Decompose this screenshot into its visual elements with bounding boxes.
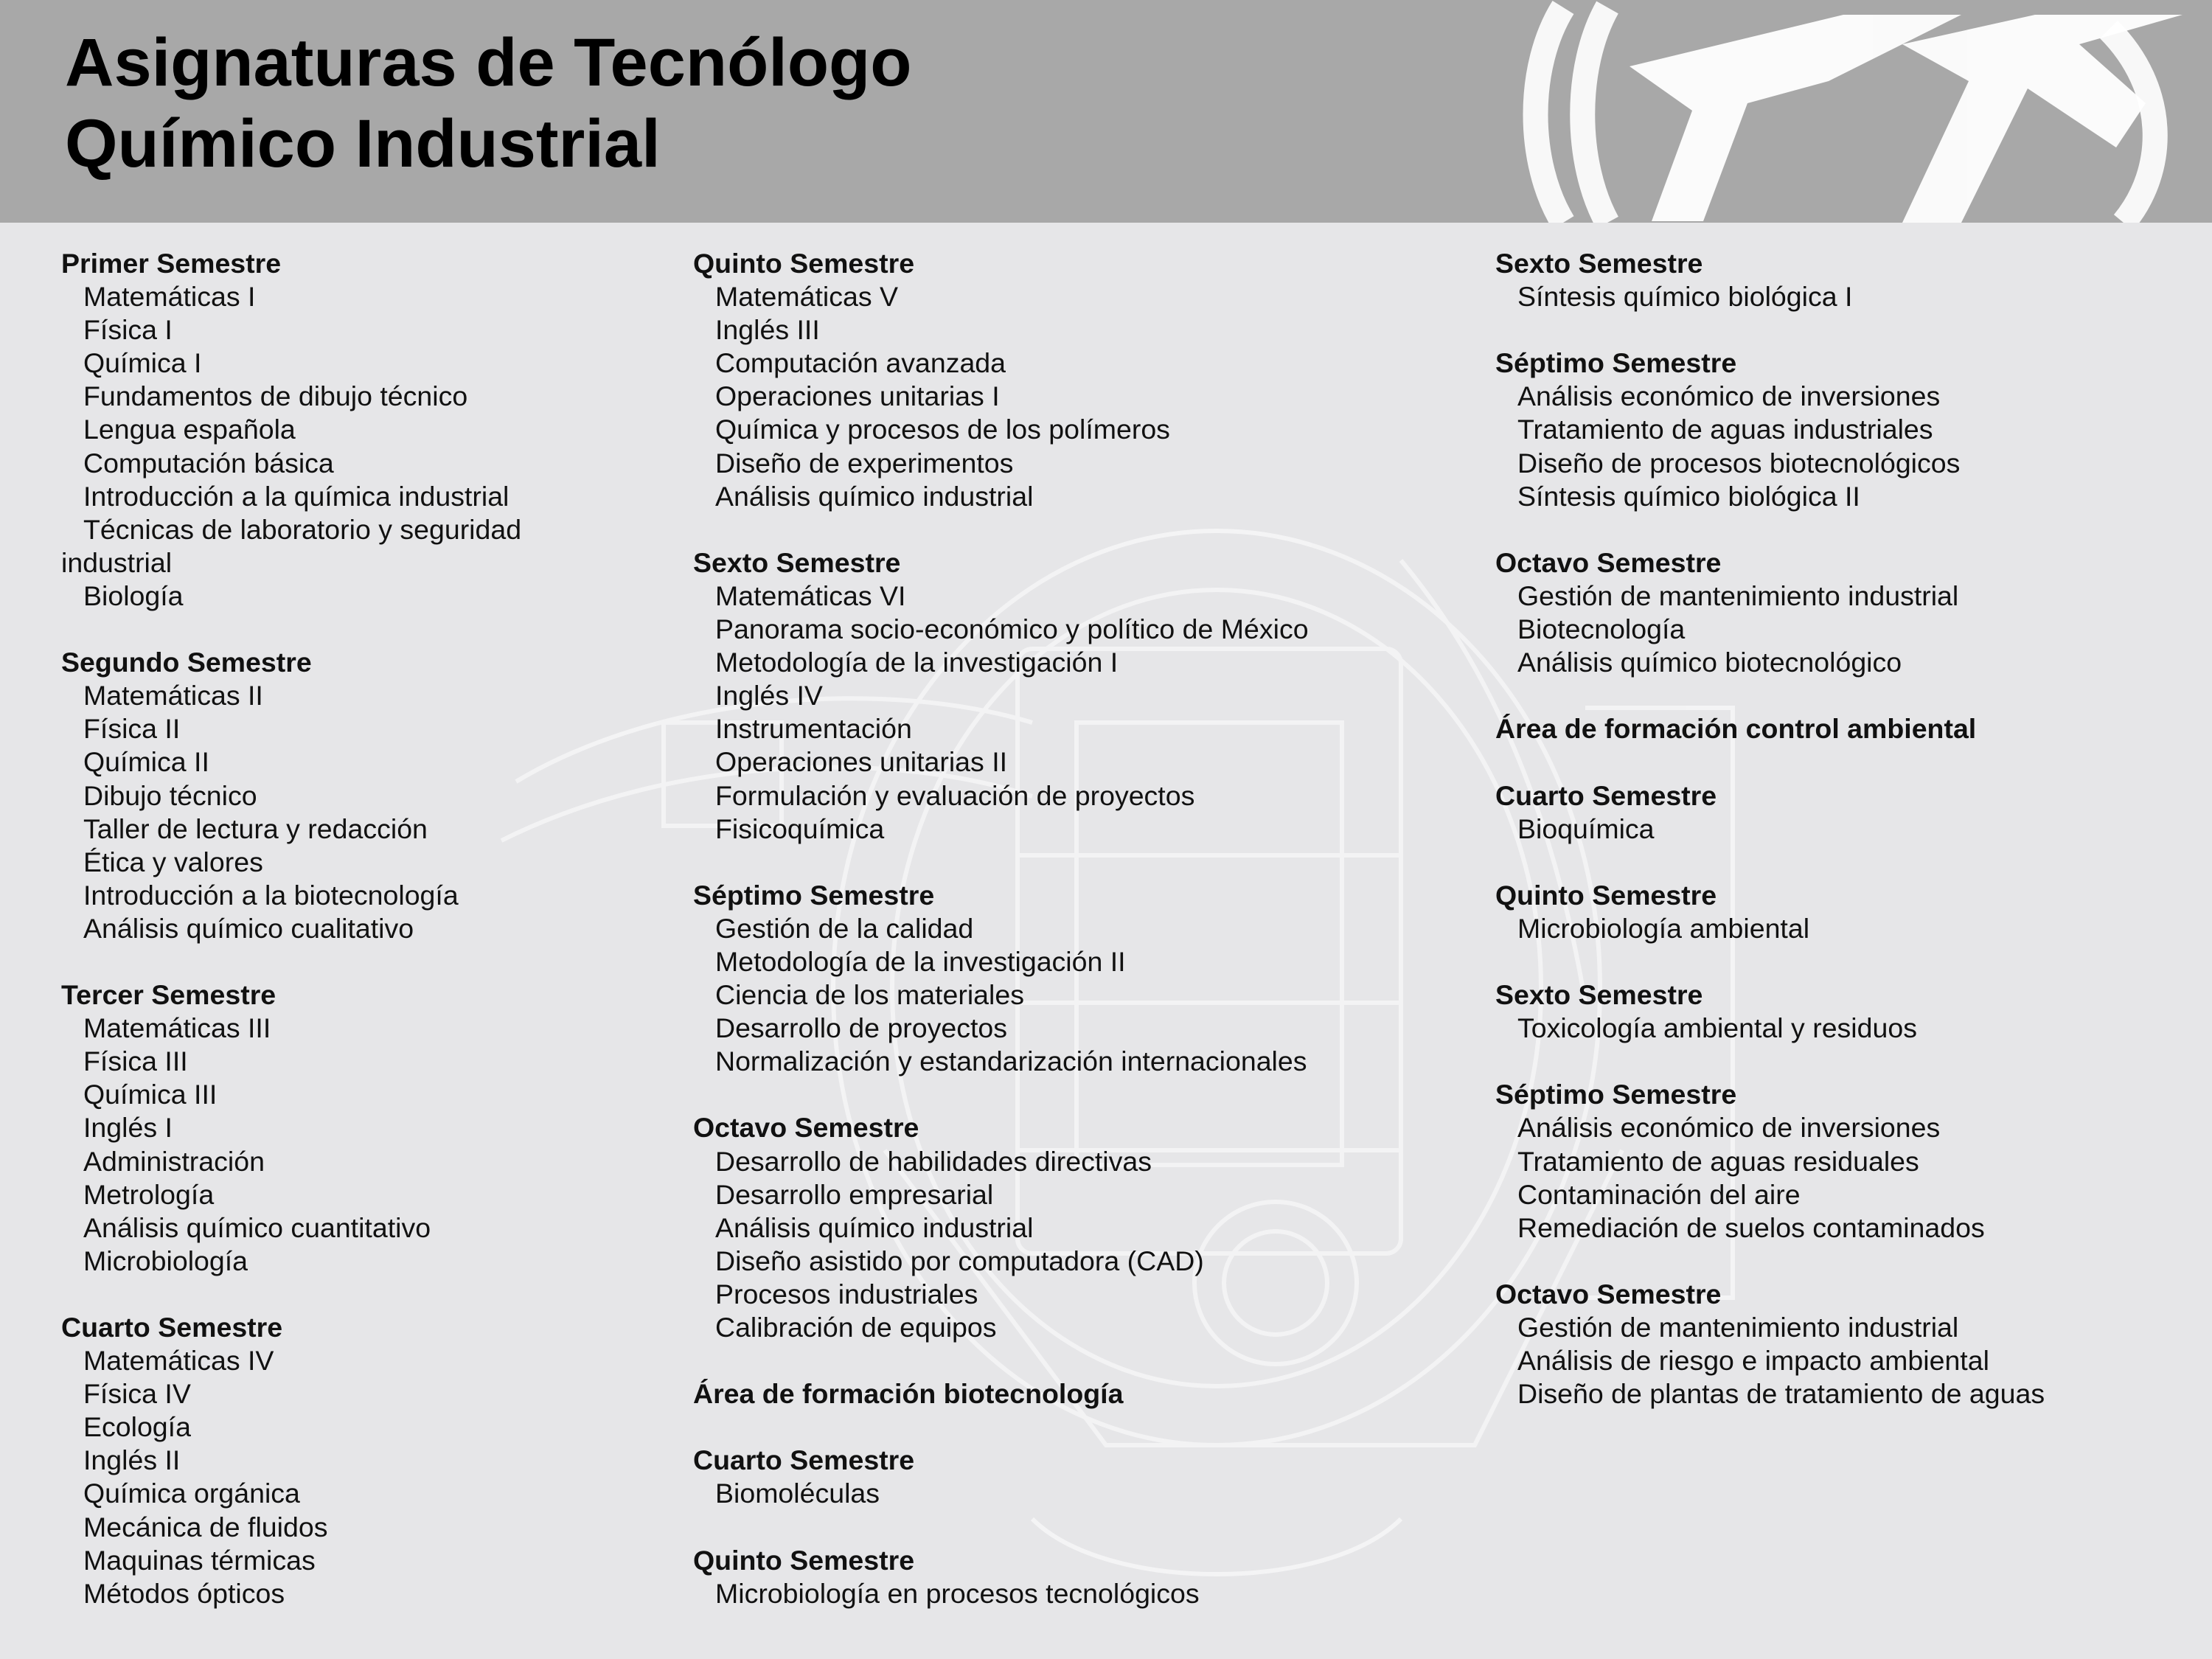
semester-section	[1495, 347, 2203, 512]
course-item: Diseño asistido por computadora (CAD)	[715, 1245, 1204, 1276]
section-title: Octavo Semestre	[1495, 546, 1722, 578]
course-item: Inglés II	[83, 1444, 181, 1476]
course-item: Tratamiento de aguas residuales	[1517, 1145, 1919, 1177]
section-title: Cuarto Semestre	[693, 1444, 915, 1476]
course-item: Física II	[83, 713, 181, 745]
course-item: Remediación de suelos contaminados	[1517, 1211, 1985, 1243]
course-item: Matemáticas I	[83, 281, 256, 313]
course-item: Química y procesos de los polímeros	[715, 414, 1170, 445]
semester-section	[1495, 1078, 2203, 1244]
semester-section	[1495, 247, 2203, 313]
semester-section	[61, 646, 622, 945]
course-item: Biomoléculas	[715, 1478, 880, 1509]
section-title: Séptimo Semestre	[693, 879, 935, 911]
course-item: Microbiología ambiental	[1517, 912, 1810, 944]
section-title: Segundo Semestre	[61, 647, 312, 678]
course-item: Análisis químico cualitativo	[83, 912, 414, 944]
section-title: Quinto Semestre	[693, 1544, 915, 1576]
course-item: Metodología de la investigación II	[715, 945, 1126, 977]
course-item: Gestión de la calidad	[715, 912, 974, 944]
course-item: Química I	[83, 347, 202, 379]
title-line-2: Químico Industrial	[65, 106, 661, 181]
semester-section	[1495, 1278, 2203, 1411]
course-item: Ecología	[83, 1411, 191, 1443]
page-title	[65, 22, 911, 184]
course-item: Fundamentos de dibujo técnico	[83, 380, 468, 412]
section-title: Cuarto Semestre	[1495, 779, 1717, 811]
section-title: Octavo Semestre	[1495, 1278, 1722, 1310]
course-item: Métodos ópticos	[83, 1577, 285, 1609]
course-item: Formulación y evaluación de proyectos	[715, 779, 1195, 811]
course-item: Diseño de procesos biotecnológicos	[1517, 447, 1961, 479]
section-title: Séptimo Semestre	[1495, 1079, 1737, 1110]
course-item: Inglés I	[83, 1112, 173, 1144]
semester-section	[61, 978, 622, 1278]
course-item: Física I	[83, 314, 173, 346]
semester-section	[693, 1544, 1430, 1610]
course-item: Ciencia de los materiales	[715, 979, 1024, 1011]
course-item: Técnicas de laboratorio y seguridad industrial	[61, 513, 522, 578]
course-item: Desarrollo empresarial	[715, 1178, 994, 1210]
course-item: Química orgánica	[83, 1478, 300, 1509]
column-2	[693, 247, 1430, 1610]
course-item: Química II	[83, 746, 209, 778]
course-item: Inglés IV	[715, 680, 823, 712]
course-item: Análisis económico de inversiones	[1517, 1112, 1941, 1144]
section-title: Cuarto Semestre	[61, 1312, 283, 1343]
course-item: Contaminación del aire	[1517, 1178, 1801, 1210]
course-item: Análisis de riesgo e impacto ambiental	[1517, 1345, 1989, 1377]
course-item: Metodología de la investigación I	[715, 647, 1119, 678]
course-item: Introducción a la química industrial	[83, 480, 509, 512]
course-item: Computación avanzada	[715, 347, 1006, 379]
semester-section	[61, 247, 622, 613]
course-item: Física III	[83, 1046, 188, 1077]
course-item: Dibujo técnico	[83, 779, 257, 811]
course-item: Biotecnología	[1517, 613, 1686, 645]
course-item: Bioquímica	[1517, 813, 1655, 844]
course-item: Introducción a la biotecnología	[83, 879, 459, 911]
column-1	[61, 247, 622, 1610]
semester-section	[1495, 879, 2203, 945]
semester-section	[1495, 779, 2203, 846]
course-item: Taller de lectura y redacción	[83, 813, 428, 844]
semester-section	[693, 247, 1430, 513]
course-item: Desarrollo de habilidades directivas	[715, 1145, 1152, 1177]
semester-section	[693, 1444, 1430, 1510]
course-item: Análisis químico biotecnológico	[1517, 647, 1902, 678]
section-title: Séptimo Semestre	[1495, 347, 1737, 379]
course-item: Biología	[83, 580, 184, 611]
course-item: Análisis químico industrial	[715, 480, 1034, 512]
course-item: Matemáticas II	[83, 680, 263, 712]
section-title: Quinto Semestre	[1495, 879, 1717, 911]
course-item: Operaciones unitarias I	[715, 380, 1000, 412]
course-item: Gestión de mantenimiento industrial	[1517, 1312, 1959, 1343]
column-3	[1495, 247, 2203, 1411]
course-item: Computación básica	[83, 447, 334, 479]
semester-section	[61, 1311, 622, 1610]
course-item: Mecánica de fluidos	[83, 1511, 328, 1543]
course-item: Panorama socio-económico y político de México	[715, 613, 1309, 645]
course-item: Metrología	[83, 1178, 215, 1210]
area-heading: Área de formación biotecnología	[693, 1378, 1124, 1410]
course-item: Química III	[83, 1079, 218, 1110]
semester-section	[1495, 978, 2203, 1045]
course-item: Síntesis químico biológica II	[1517, 480, 1860, 512]
section-title: Octavo Semestre	[693, 1112, 919, 1144]
area-heading-section	[1495, 712, 2203, 745]
section-title: Quinto Semestre	[693, 248, 915, 279]
course-item: Síntesis químico biológica I	[1517, 281, 1853, 313]
course-item: Matemáticas III	[83, 1012, 271, 1044]
course-item: Toxicología ambiental y residuos	[1517, 1012, 1917, 1044]
header-banner	[0, 0, 2212, 223]
course-item: Microbiología	[83, 1245, 248, 1276]
course-item: Matemáticas IV	[83, 1345, 274, 1377]
semester-section	[693, 879, 1430, 1079]
section-title: Sexto Semestre	[1495, 248, 1703, 279]
semester-section	[693, 1111, 1430, 1344]
course-item: Análisis económico de inversiones	[1517, 380, 1941, 412]
course-item: Análisis químico industrial	[715, 1211, 1034, 1243]
course-item: Administración	[83, 1145, 265, 1177]
course-item: Gestión de mantenimiento industrial	[1517, 580, 1959, 611]
course-item: Matemáticas V	[715, 281, 898, 313]
course-item: Inglés III	[715, 314, 820, 346]
course-item: Lengua española	[83, 414, 296, 445]
course-item: Microbiología en procesos tecnológicos	[715, 1577, 1200, 1609]
semester-section	[1495, 546, 2203, 679]
course-item: Diseño de plantas de tratamiento de aguas	[1517, 1378, 2045, 1410]
course-item: Instrumentación	[715, 713, 912, 745]
semester-section	[693, 546, 1430, 846]
course-item: Ética y valores	[83, 846, 263, 877]
course-item: Diseño de experimentos	[715, 447, 1014, 479]
course-item: Procesos industriales	[715, 1278, 978, 1310]
course-item: Operaciones unitarias II	[715, 746, 1008, 778]
area-heading-section	[693, 1377, 1430, 1411]
area-heading: Área de formación control ambiental	[1495, 713, 1977, 745]
course-item: Física IV	[83, 1378, 191, 1410]
institution-logo-icon	[1519, 0, 2212, 223]
section-title: Primer Semestre	[61, 248, 282, 279]
course-item: Tratamiento de aguas industriales	[1517, 414, 1933, 445]
course-item: Maquinas térmicas	[83, 1544, 316, 1576]
course-item: Normalización y estandarización internacionales	[715, 1046, 1307, 1077]
title-line-1: Asignaturas de Tecnólogo	[65, 25, 912, 100]
section-title: Sexto Semestre	[1495, 979, 1703, 1011]
section-title: Tercer Semestre	[61, 979, 276, 1011]
course-item: Matemáticas VI	[715, 580, 906, 611]
course-item: Análisis químico cuantitativo	[83, 1211, 431, 1243]
course-item: Fisicoquímica	[715, 813, 885, 844]
course-item: Calibración de equipos	[715, 1312, 997, 1343]
course-item: Desarrollo de proyectos	[715, 1012, 1008, 1044]
section-title: Sexto Semestre	[693, 546, 901, 578]
